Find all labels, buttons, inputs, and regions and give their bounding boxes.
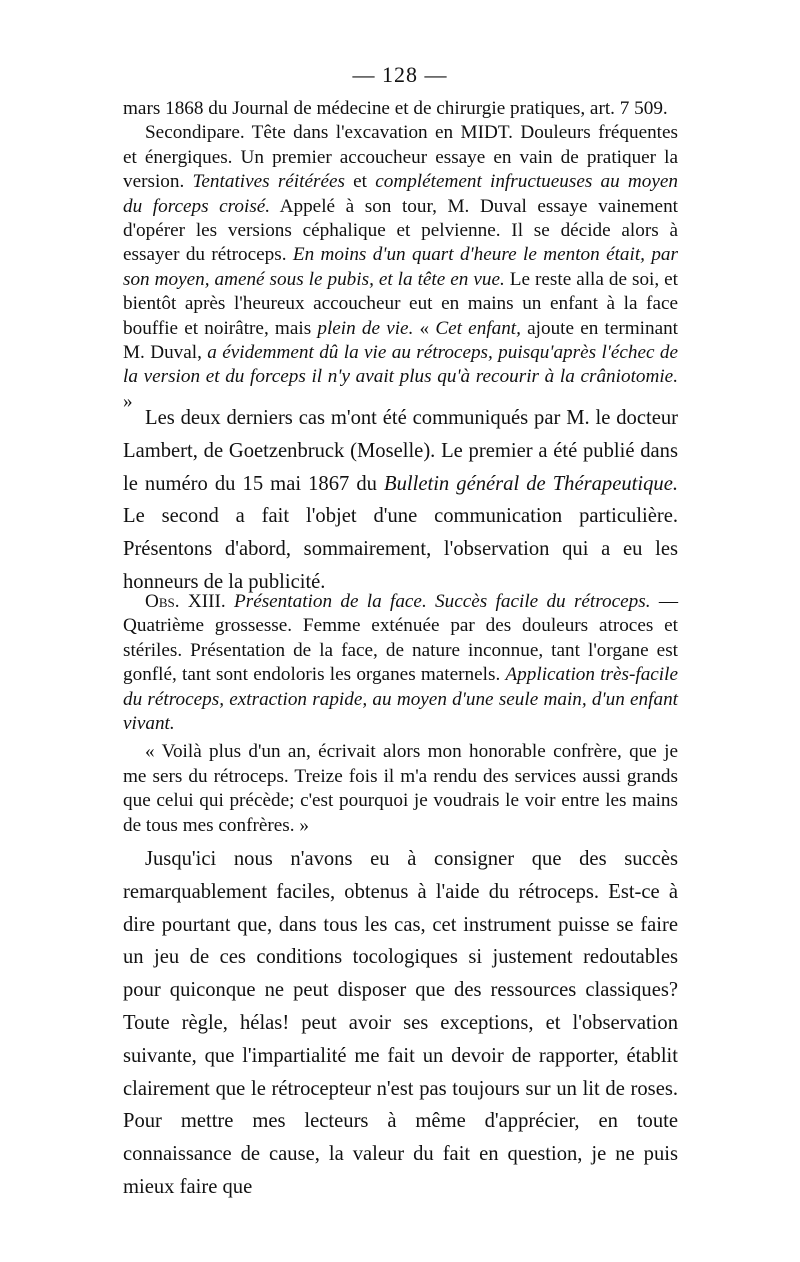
text-run: Les deux derniers cas m'ont été communiqués par M. le docteur Lambert, de Goetzenbruck (Moselle). Le premier a été publié dans le numéro du 15 mai 1867 du [123, 407, 678, 495]
italic-run: a évidemment dû la vie au rétroceps, puisqu'après l'échec de la version et du forceps il n'y avait plus qu'à recourir à la crâniotomie. [123, 342, 679, 388]
text-run: Le reste alla de soi, et bientôt après l'heureux accoucheur eut en mains un enfant à la face bouffie et noirâtre, mais [123, 268, 678, 339]
paragraph: Jusqu'ici nous n'avons eu à consigner que des succès remarquablement faciles, obtenus à l'aide du rétroceps. Est-ce à dire pourtant que, dans tous les cas, cet instrument puisse se faire un jeu de ces conditions tocologiques si justement redoutables pour quiconque ne peut disposer que des ressources classiques? Toute règle, hélas! peut avoir ses exceptions, et l'observation suivante, que l'impartialité me fait un devoir de rapporter, établit clairement que le rétrocepteur n'est pas toujours sur un lit de roses. Pour mettre mes lecteurs à même d'apprécier, en toute connaissance de cause, la valeur du fait en question, je ne puis mieux faire que [123, 848, 678, 1198]
observation-label: Obs. XIII. [145, 591, 226, 612]
italic-run: En moins d'un quart d'heure le menton était, par son moyen, amené sous le pubis, et la tête en vue. [123, 244, 678, 290]
italic-run: complétement infructueuses au moyen du forceps croisé. [123, 171, 678, 217]
italic-run: plein de vie. [317, 317, 414, 339]
citation-line: mars 1868 du Journal de médecine et de chirurgie pratiques, art. 7 509. [123, 98, 668, 119]
italic-run: Tentatives réitérées [192, 171, 345, 193]
text-run: ajoute en terminant M. Duval, [123, 317, 679, 364]
body-paragraph-1 [123, 402, 678, 599]
observation-heading-paragraph [123, 590, 678, 736]
text-run [226, 591, 234, 612]
observation-xiii-block [123, 590, 678, 838]
text-run: Secondipare. Tête dans l'excavation en MIDT. Douleurs fréquentes et énergiques. Un premier accoucheur essaye en vain de pratiquer la version. [123, 122, 678, 193]
text-run: Le second a fait l'objet d'une communication particulière. Présentons d'abord, sommairement, l'observation qui a eu les honneurs de la publicité. [123, 505, 678, 593]
body-paragraph-2 [123, 843, 678, 1204]
text-run: — Quatrième grossesse. Femme exténuée par des douleurs atroces et stériles. Présentation de la face, de nature inconnue, tant l'organe est gonflé, tant sont endoloris les organes maternels. [123, 591, 679, 686]
text-run: Appelé à son tour, M. Duval essaye vainement d'opérer les versions céphalique et pelvienne. Il se décide alors à essayer du rétroceps. [123, 195, 678, 266]
page-number: — 128 — [352, 62, 448, 87]
quoted-observation-block [123, 97, 678, 414]
observation-summary [123, 121, 678, 414]
text-run: « [413, 317, 436, 339]
text-run: » [123, 390, 133, 412]
italic-run: Application très-facile du rétroceps, extraction rapide, au moyen d'une seule main, d'un enfant vivant. [123, 664, 678, 735]
italic-run: Bulletin général de Thérapeutique. [384, 472, 678, 495]
paragraph [123, 402, 678, 599]
quoted-letter: « Voilà plus d'un an, écrivait alors mon honorable confrère, que je me sers du rétroceps. Treize fois il m'a rendu des services aussi grands que celui qui précède; c'est pourquoi je voudrais le voir entre les mains de tous mes confrères. » [123, 741, 678, 836]
text-run: et [344, 171, 376, 193]
italic-run: Cet enfant, [435, 317, 521, 339]
italic-run: Présentation de la face. Succès facile du rétroceps. [234, 591, 651, 612]
